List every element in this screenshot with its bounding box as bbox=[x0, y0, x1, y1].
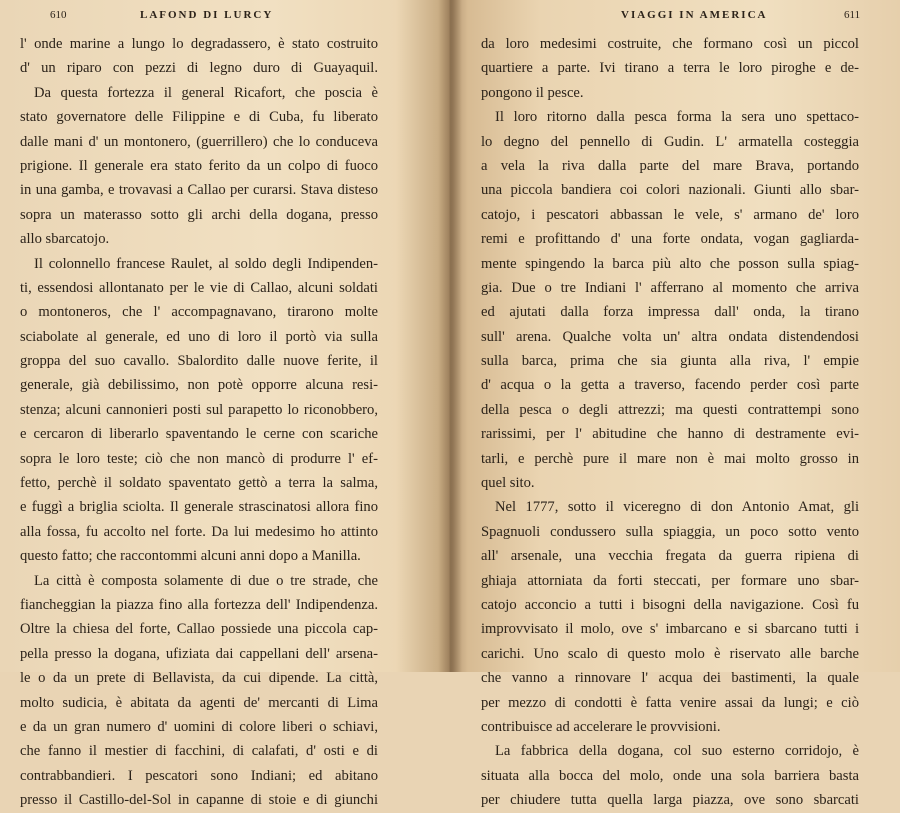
text-line: La fabbrica della dogana, col suo esterno corridojo, è bbox=[495, 743, 859, 760]
text-line: fiancheggian la piazza fino alla fortezza dell' Indipendenza. bbox=[20, 596, 378, 613]
text-line: che fanno il mestier di facchini, di calafati, d' osti e di bbox=[20, 743, 378, 760]
text-line: sulla barca, prima che sia giunta alla riva, l' empie bbox=[481, 353, 859, 370]
page-text bbox=[481, 32, 859, 813]
text-line: e da un gran numero d' uomini di colore liberi o schiavi, bbox=[20, 718, 378, 735]
text-line: situata alla bocca del molo, onde una sola barriera basta bbox=[481, 767, 859, 784]
text-line: Il colonnello francese Raulet, al soldo degli Indipenden- bbox=[34, 255, 378, 272]
text-line: d' un riparo con pezzi di legno duro di Guayaquil. bbox=[20, 60, 378, 77]
text-line: a vela la riva dalla parte del mare Brava, portando bbox=[481, 157, 859, 174]
text-line: lo degno del pennello di Gudin. L' armatella costeggia bbox=[481, 133, 859, 150]
text-line: groppa del suo cavallo. Sbalordito dalle nuove ferite, il bbox=[20, 353, 378, 370]
text-line: per mezzo di condotti è fatta venire assai da lungi; e ciò bbox=[481, 694, 859, 711]
text-line: catojo, i pescatori abbassan le vele, s' armano de' loro bbox=[481, 206, 859, 223]
text-line: fetto, perchè il soldato spaventato gettò a terra la salma, bbox=[20, 475, 378, 492]
text-line: prigione. Il generale era stato ferito da un colpo di fuoco bbox=[20, 157, 378, 174]
text-line: remi e profittando d' una forte ondata, vogan gagliarda- bbox=[481, 231, 859, 248]
text-line: che vanno a rinnovare l' acqua dei bastimenti, la quale bbox=[481, 670, 859, 687]
text-line: carichi. Uno scalo di questo molo è riservato alle barche bbox=[481, 645, 859, 662]
page-number: 611 bbox=[844, 9, 861, 21]
text-line: improvvisato il molo, ove s' imbarcano e si sbarcano tutti i bbox=[481, 621, 859, 638]
text-line: questo fatto; che raccontommi alcuni anni dopo a Manilla. bbox=[20, 548, 361, 565]
text-line: allo sbarcatojo. bbox=[20, 231, 110, 248]
text-line: Da questa fortezza il general Ricafort, che poscia è bbox=[34, 84, 378, 101]
page-text bbox=[20, 32, 378, 813]
text-line: catojo acconcio a tutti i bisogni della navigazione. Così fu bbox=[481, 596, 859, 613]
text-line: in una gamba, e trovavasi a Callao per curarsi. Stava disteso bbox=[20, 182, 378, 199]
text-line: Spagnuoli condussero sulla spiaggia, un poco sotto vento bbox=[481, 523, 859, 540]
text-line: per chiudere tutta quella larga piazza, ove sono sbarcati bbox=[481, 792, 859, 809]
text-line: le o da un prete di Bellavista, da cui dipende. La città, bbox=[20, 670, 378, 687]
text-line: Oltre la chiesa del forte, Callao possiede una piccola cap- bbox=[20, 621, 378, 638]
text-line: pongono il pesce. bbox=[481, 84, 584, 101]
text-line: sopra le loro teste; ciò che non mancò di produrre l' ef- bbox=[20, 450, 378, 467]
text-line: sciabolate al generale, ed uno di loro il portò via sulla bbox=[20, 328, 378, 345]
text-line: contribuisce ad accelerare le provvisioni. bbox=[481, 718, 721, 735]
text-line: dalle mani d' un montonero, (guerrillero) che lo conduceva bbox=[20, 133, 378, 150]
text-line: stenza; alcuni cannonieri posti sul parapetto lo riconobbero, bbox=[20, 401, 378, 418]
text-line: e cercaron di liberarlo spaventando le cerne con scariche bbox=[20, 426, 378, 443]
running-head: LAFOND DI LURCY bbox=[140, 9, 274, 21]
text-line: quartiere a parte. Ivi tirano a terra le loro piroghe e de- bbox=[481, 60, 859, 77]
text-line: tarli, e perchè pure il mare non è mai molto grosso in bbox=[481, 450, 859, 467]
text-line: contrabbandieri. I pescatori sono Indiani; ed abitano bbox=[20, 767, 378, 784]
text-line: ghiaja attorniata da forti steccati, per formare uno sbar- bbox=[481, 572, 859, 589]
text-line: e fuggì a briglia sciolta. Il generale strascinatosi allora fino bbox=[20, 499, 378, 516]
text-line: della pesca o degli attrezzi; ma questi contrattempi sono bbox=[481, 401, 859, 418]
text-line: ed ajutati dalla forza impressa dall' onda, la tirano bbox=[481, 304, 859, 321]
text-line: l' onde marine a lungo lo degradassero, è stato costruito bbox=[20, 36, 378, 52]
text-line: La città è composta solamente di due o tre strade, che bbox=[34, 572, 378, 589]
text-line: o montoneros, che l' accompagnavano, tirarono molte bbox=[20, 304, 378, 321]
text-line: stato governatore delle Filippine e di Cuba, fu liberato bbox=[20, 109, 378, 126]
text-line: una piccola bandiera coi colori nazionali. Giunti allo sbar- bbox=[481, 182, 859, 199]
text-line: pella presso la dogana, ufiziata dai cappellani dell' arsena- bbox=[20, 645, 378, 662]
text-line: quel sito. bbox=[481, 475, 535, 492]
right-page bbox=[451, 0, 900, 809]
text-line: alla fossa, fu accolto nel forte. Da lui medesimo ho attinto bbox=[20, 523, 378, 540]
text-line: da loro medesimi costruite, che formano così un piccol bbox=[481, 36, 859, 52]
text-line: sull' arena. Qualche volta un' altra ondata distendendosi bbox=[481, 328, 859, 345]
text-line: d' acqua o la getta a traverso, facendo perder così parte bbox=[481, 377, 859, 394]
running-head: VIAGGI IN AMERICA bbox=[621, 9, 768, 21]
text-line: mente spingendo la barca più alto che posson sulla spiag- bbox=[481, 255, 859, 272]
text-line: Nel 1777, sotto il viceregno di don Antonio Amat, gli bbox=[495, 499, 859, 516]
text-line: gia. Due o tre Indiani l' afferrano al momento che arriva bbox=[481, 279, 859, 296]
text-line: molto sudicia, è abitata da agenti de' mercanti di Lima bbox=[20, 694, 378, 711]
text-line: generale, già debilissimo, non potè opporre alcuna resi- bbox=[20, 377, 378, 394]
text-line: all' arsenale, una vecchia fregata da guerra ripiena di bbox=[481, 548, 859, 565]
left-page bbox=[0, 0, 449, 809]
text-line: Il loro ritorno dalla pesca forma la sera uno spettaco- bbox=[495, 109, 859, 126]
text-line: sopra un materasso sotto gli archi della dogana, presso bbox=[20, 206, 378, 223]
text-line: ti, essendosi allontanato per le vie di Callao, alcuni soldati bbox=[20, 279, 378, 296]
text-line: rarissimi, per l' abitudine che hanno di destramente evi- bbox=[481, 426, 859, 443]
page-number: 610 bbox=[50, 9, 67, 21]
text-line: presso il Castillo-del-Sol in capanne di stoie e di giunchi bbox=[20, 792, 378, 809]
